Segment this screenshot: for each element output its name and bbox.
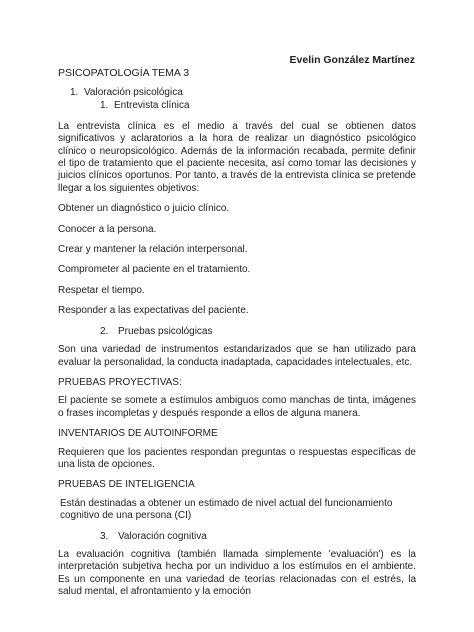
- list-label: Entrevista clínica: [114, 100, 190, 112]
- document-body: [58, 87, 416, 607]
- list-label: Valoración cognitiva: [118, 530, 207, 542]
- paragraph-cognitiva: La evaluación cognitiva (también llamada simplemente 'evaluación') es la interpretación subjetiva hecha por un individuo a los estímulos en el ambiente. Es un componente en una variedad de teorías relacionadas con el estrés, la salud mental, el afrontamiento y la emoción: [58, 548, 416, 598]
- heading-autoinforme: INVENTARIOS DE AUTOINFORME: [58, 428, 218, 440]
- paragraph-entrevista: La entrevista clínica es el medio a través del cual se obtienen datos significativos y aclaratorios a la hora de realizar un diagnóstico psicológico clínico o neuropsicológico. Además de la información recabada, permite definir el tipo de tratamiento que el paciente necesita, así como tomar las decisiones y juicios clínicos oportunos. Por tanto, a través de la entrevista clínica se pretende llegar a los siguientes objetivos:: [58, 120, 416, 194]
- document-title: PSICOPATOLOGÍA TEMA 3: [58, 67, 190, 79]
- list-number: 1.: [70, 87, 79, 98]
- list-label: Valoración psicológica: [84, 87, 183, 98]
- objective-item: Obtener un diagnóstico o juicio clínico.: [58, 203, 230, 215]
- list-item-valoracion-psicologica: [58, 87, 416, 99]
- list-number: 2.: [100, 325, 109, 337]
- paragraph-inteligencia: Están destinadas a obtener un estimado de nivel actual del funcionamiento cognitivo de una persona (CI): [60, 497, 393, 522]
- objective-item: Crear y mantener la relación interpersonal.: [58, 244, 248, 256]
- objective-item: Responder a las expectativas del paciente.: [58, 305, 249, 317]
- list-item-entrevista-clinica: [58, 100, 416, 112]
- paragraph-autoinforme: Requieren que los pacientes respondan preguntas o respuestas específicas de una lista de opciones.: [58, 446, 416, 470]
- list-item-valoracion-cognitiva: [58, 531, 416, 543]
- objective-item: Respetar el tiempo.: [58, 284, 145, 296]
- paragraph-pruebas: Son una variedad de instrumentos estandarizados que se han utilizado para evaluar la personalidad, la conducta inadaptada, capacidades intelectuales, etc.: [58, 344, 416, 368]
- heading-proyectivas: PRUEBAS PROYECTIVAS:: [58, 376, 182, 388]
- list-number: 1.: [100, 100, 109, 112]
- list-number: 3.: [100, 530, 109, 542]
- objective-item: Conocer a la persona.: [58, 223, 157, 235]
- list-label: Pruebas psicológicas: [118, 325, 213, 337]
- heading-inteligencia: PRUEBAS DE INTELIGENCIA: [58, 479, 195, 491]
- author-name: Evelin González Martínez: [289, 54, 415, 66]
- paragraph-proyectivas: El paciente se somete a estímulos ambiguos como manchas de tinta, imágenes o frases incompletas y después responde a ellos de alguna manera.: [58, 395, 416, 419]
- objective-item: Comprometer al paciente en el tratamiento.: [58, 264, 251, 276]
- list-item-pruebas-psicologicas: [58, 326, 416, 338]
